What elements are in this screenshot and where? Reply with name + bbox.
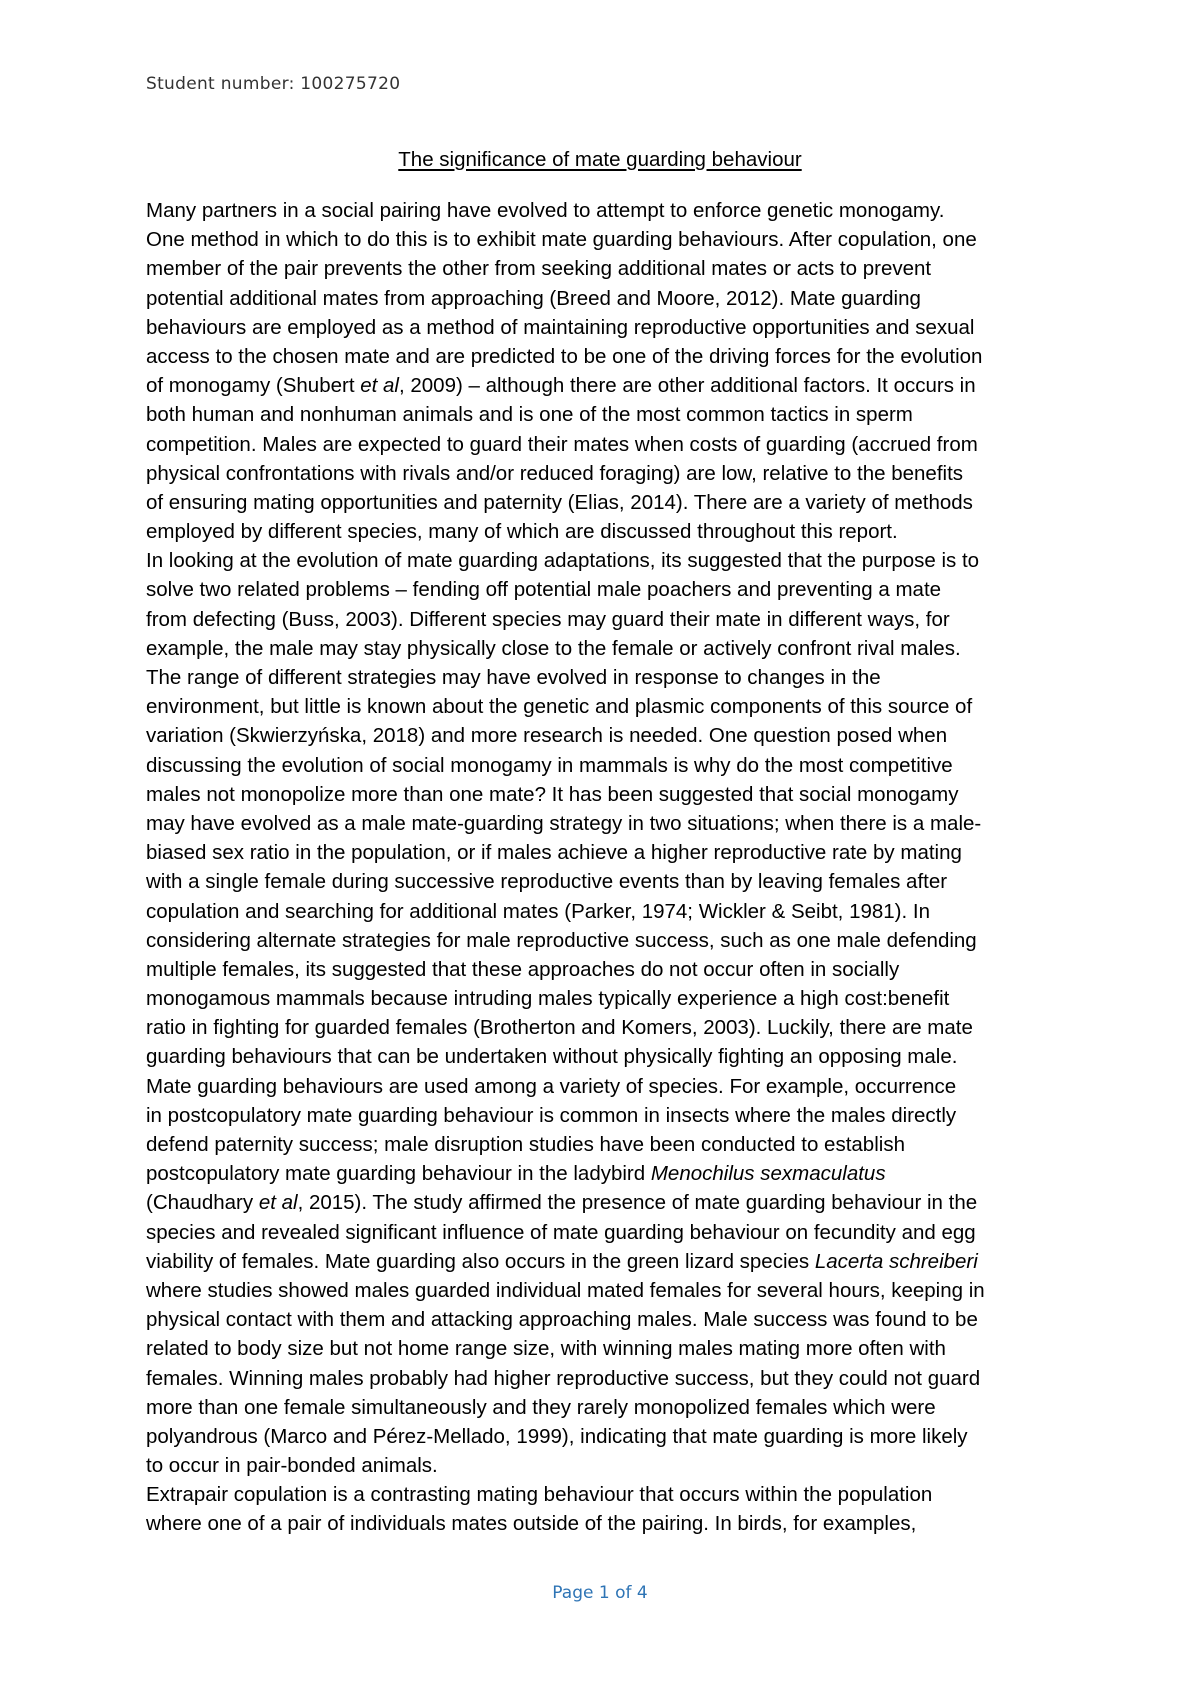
text-run: (Chaudhary xyxy=(146,1191,259,1215)
text-line: access to the chosen mate and are predicted to be one of the driving forces for the evolution xyxy=(146,344,983,368)
italic-run: Menochilus sexmaculatus xyxy=(650,1162,886,1186)
text-run: of monogamy (Shubert xyxy=(146,374,361,398)
text-line: females. Winning males probably had higher reproductive success, but they could not guard xyxy=(146,1366,981,1390)
text-line: related to body size but not home range size, with winning males mating more often with xyxy=(146,1337,946,1361)
text-line: The range of different strategies may have evolved in response to changes in the xyxy=(146,666,881,689)
text-run: postcopulatory mate guarding behaviour in the ladybird xyxy=(146,1162,651,1186)
text-run: , 2015). The study affirmed the presence of mate guarding behaviour in the xyxy=(297,1191,978,1215)
text-line: physical contact with them and attacking approaching males. Male success was found to be xyxy=(146,1308,978,1332)
text-line: copulation and searching for additional mates (Parker, 1974; Wickler & Seibt, 1981). In xyxy=(146,899,930,923)
text-line: In looking at the evolution of mate guarding adaptations, its suggested that the purpose is to xyxy=(146,549,980,573)
text-line: considering alternate strategies for male reproductive success, such as one male defending xyxy=(146,928,977,952)
text-line: multiple females, its suggested that these approaches do not occur often in socially xyxy=(146,957,900,981)
text-line: polyandrous (Marco and Pérez-Mellado, 1999), indicating that mate guarding is more likely xyxy=(146,1424,968,1448)
text-line: One method in which to do this is to exhibit mate guarding behaviours. After copulation, one xyxy=(146,228,977,252)
text-line: in postcopulatory mate guarding behaviour is common in insects where the males directly xyxy=(146,1103,957,1127)
text-line: to occur in pair-bonded animals. xyxy=(146,1454,438,1478)
text-line xyxy=(146,1188,1086,1217)
text-run: viability of females. Mate guarding also occurs in the green lizard species xyxy=(146,1249,815,1273)
text-line: biased sex ratio in the population, or if males achieve a higher reproductive rate by mating xyxy=(146,841,962,865)
text-line: variation (Skwierzyńska, 2018) and more research is needed. One question posed when xyxy=(146,724,948,748)
text-line: of ensuring mating opportunities and paternity (Elias, 2014). There are a variety of methods xyxy=(146,490,973,514)
text-line: behaviours are employed as a method of maintaining reproductive opportunities and sexual xyxy=(146,315,975,339)
text-line: males not monopolize more than one mate? It has been suggested that social monogamy xyxy=(146,782,959,806)
italic-run: et al xyxy=(258,1191,298,1215)
text-line: ratio in fighting for guarded females (Brotherton and Komers, 2003). Luckily, there are mate xyxy=(146,1016,973,1040)
text-line: species and revealed significant influence of mate guarding behaviour on fecundity and egg xyxy=(146,1220,976,1244)
italic-run: Lacerta schreiberi xyxy=(814,1249,978,1273)
document-title: The significance of mate guarding behaviour xyxy=(398,148,802,171)
text-line: example, the male may stay physically close to the female or actively confront rival males. xyxy=(146,636,961,660)
text-line: defend paternity success; male disruption studies have been conducted to establish xyxy=(146,1133,905,1156)
text-line xyxy=(146,1247,1086,1276)
text-line: from defecting (Buss, 2003). Different species may guard their mate in different ways, for xyxy=(146,607,950,631)
page-number-footer: Page 1 of 4 xyxy=(552,1583,648,1603)
text-line: where one of a pair of individuals mates outside of the pairing. In birds, for examples, xyxy=(146,1512,917,1536)
text-line: employed by different species, many of which are discussed throughout this report. xyxy=(146,520,898,544)
text-line xyxy=(146,371,1086,400)
text-line: both human and nonhuman animals and is one of the most common tactics in sperm xyxy=(146,403,913,427)
text-line: solve two related problems – fending off potential male poachers and preventing a mate xyxy=(146,578,942,602)
document-body xyxy=(146,196,1086,1539)
text-line: Many partners in a social pairing have evolved to attempt to enforce genetic monogamy. xyxy=(146,199,945,222)
text-line: Mate guarding behaviours are used among a variety of species. For example, occurrence xyxy=(146,1074,957,1098)
text-line: physical confrontations with rivals and/or reduced foraging) are low, relative to the benefits xyxy=(146,461,964,485)
text-line: discussing the evolution of social monogamy in mammals is why do the most competitive xyxy=(146,753,953,777)
text-line: with a single female during successive reproductive events than by leaving females after xyxy=(146,870,948,894)
text-line: potential additional mates from approaching (Breed and Moore, 2012). Mate guarding xyxy=(146,286,921,310)
italic-run: et al xyxy=(360,374,399,398)
text-line: monogamous mammals because intruding males typically experience a high cost:benefit xyxy=(146,987,950,1011)
text-line: may have evolved as a male mate-guarding strategy in two situations; when there is a male- xyxy=(146,811,982,835)
text-line: competition. Males are expected to guard their mates when costs of guarding (accrued from xyxy=(146,432,978,456)
text-run: , 2009) – although there are other additional factors. It occurs in xyxy=(398,374,976,398)
text-line: Extrapair copulation is a contrasting mating behaviour that occurs within the population xyxy=(146,1483,933,1507)
student-number-header: Student number: 100275720 xyxy=(146,74,401,94)
text-line: environment, but little is known about the genetic and plasmic components of this source of xyxy=(146,695,973,719)
text-line: more than one female simultaneously and they rarely monopolized females which were xyxy=(146,1395,936,1419)
text-line xyxy=(146,1159,1086,1188)
text-line: guarding behaviours that can be undertaken without physically fighting an opposing male. xyxy=(146,1045,958,1069)
text-line: member of the pair prevents the other from seeking additional mates or acts to prevent xyxy=(146,257,932,281)
text-line: where studies showed males guarded individual mated females for several hours, keeping in xyxy=(146,1278,985,1302)
